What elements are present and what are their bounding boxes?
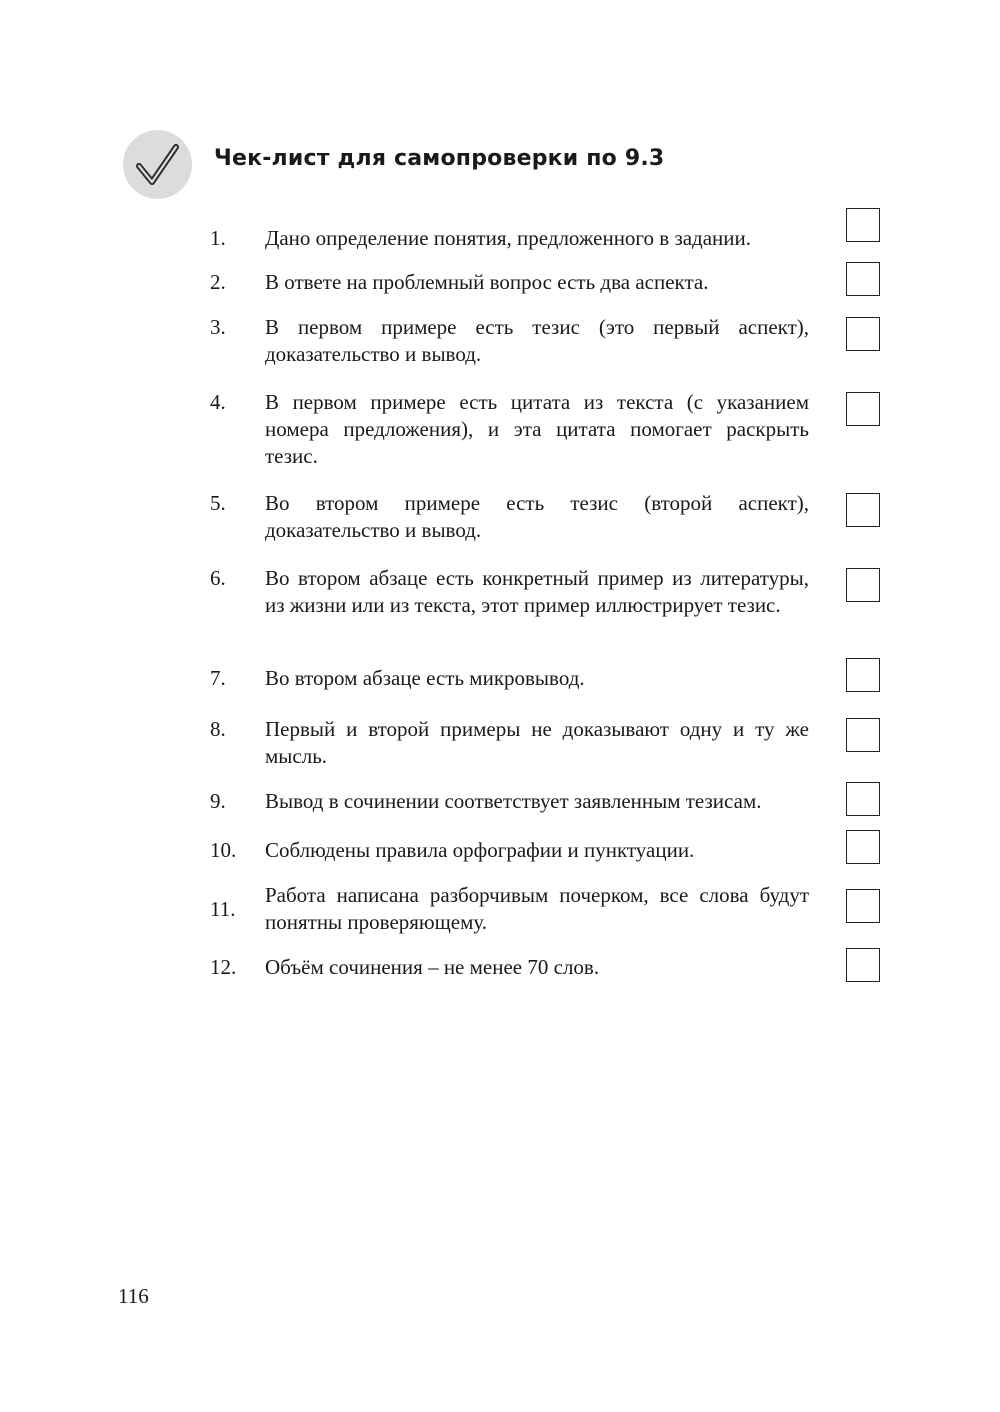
item-number: 9. — [210, 789, 226, 813]
item-text: Во втором абзаце есть конкретный пример из литературы, из жизни или из текста, этот пример иллюстрирует тезис. — [265, 566, 809, 617]
page-title: Чек-лист для самопроверки по 9.3 — [214, 146, 665, 171]
checkbox-item-2[interactable] — [846, 262, 880, 296]
item-text: Соблюдены правила орфографии и пунктуации. — [265, 838, 695, 862]
item-number: 5. — [210, 491, 226, 515]
item-text: Первый и второй примеры не доказывают одну и ту же мысль. — [265, 717, 809, 768]
checkbox-item-10[interactable] — [846, 830, 880, 864]
item-number: 2. — [210, 270, 226, 294]
item-number: 11. — [210, 897, 236, 921]
checkbox-item-8[interactable] — [846, 718, 880, 752]
item-text: Объём сочинения – не менее 70 слов. — [265, 955, 600, 979]
checkbox-item-12[interactable] — [846, 948, 880, 982]
item-text: В ответе на проблемный вопрос есть два аспекта. — [265, 270, 709, 294]
checkmark-icon — [123, 130, 192, 199]
page-number: 116 — [118, 1284, 149, 1308]
item-number: 12. — [210, 955, 237, 979]
item-text: В первом примере есть тезис (это первый аспект), доказательство и вывод. — [265, 315, 809, 366]
item-number: 3. — [210, 315, 226, 339]
checkmark-circle-icon — [123, 130, 192, 199]
item-number: 1. — [210, 226, 226, 250]
checkbox-item-1[interactable] — [846, 208, 880, 242]
checkbox-item-5[interactable] — [846, 493, 880, 527]
checkbox-item-6[interactable] — [846, 568, 880, 602]
item-text: Во втором примере есть тезис (второй аспект), доказательство и вывод. — [265, 491, 809, 542]
item-number: 7. — [210, 666, 226, 690]
item-number: 8. — [210, 717, 226, 741]
checkbox-item-11[interactable] — [846, 889, 880, 923]
checkbox-item-9[interactable] — [846, 782, 880, 816]
item-number: 10. — [210, 838, 237, 862]
checkbox-item-4[interactable] — [846, 392, 880, 426]
checkbox-item-7[interactable] — [846, 658, 880, 692]
item-number: 4. — [210, 390, 226, 414]
item-text: В первом примере есть цитата из текста (с указанием номера предложения), и эта цитата помогает раскрыть тезис. — [265, 390, 809, 468]
item-text: Во втором абзаце есть микровывод. — [265, 666, 585, 690]
item-number: 6. — [210, 566, 226, 590]
item-text: Вывод в сочинении соответствует заявленным тезисам. — [265, 789, 762, 813]
item-text: Работа написана разборчивым почерком, все слова будут понятны проверяющему. — [265, 883, 809, 934]
item-text: Дано определение понятия, предложенного в задании. — [265, 226, 752, 250]
checkbox-item-3[interactable] — [846, 317, 880, 351]
